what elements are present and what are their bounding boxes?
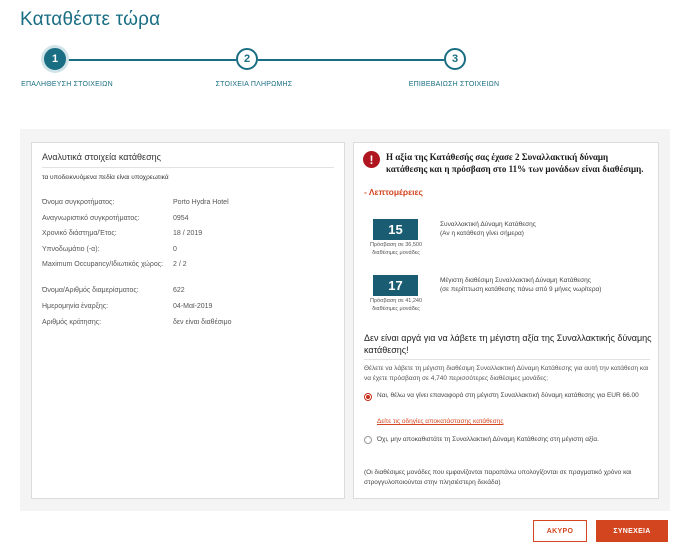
step-1-label: ΕΠΑΛΗΘΕΥΣΗ ΣΤΟΙΧΕΙΩΝ [21,81,113,88]
step-1-indicator [44,48,66,70]
restore-instructions-link[interactable]: Δείτε τις οδηγίες αποκατάστασης κατάθεσης [377,418,504,425]
field-label: Maximum Occupancy/Ιδιωτικός χώρος: [42,261,164,268]
metric-desc-line: Συναλλακτική Δύναμη Κατάθεσης [440,221,536,228]
step-2-label: ΣΤΟΙΧΕΙΑ ΠΛΗΡΩΜΗΣ [215,81,293,88]
field-value: 04-Μαϊ-2019 [173,303,213,310]
field-label: Αριθμός κράτησης: [42,319,102,326]
field-label: Αναγνωριστικό συγκροτήματος: [42,215,140,222]
warning-message: Η αξία της Κατάθεσής σας έχασε 2 Συναλλακτική δύναμη κατάθεσης και η πρόσβαση στο 11% των μονάδων είναι διαθέσιμη. [386,152,644,174]
restore-no-radio[interactable] [364,436,372,444]
field-value: 0954 [173,215,189,222]
restore-headline: Δεν είναι αργά για να λάβετε τη μέγιστη αξία της Συναλλακτικής δύναμης κατάθεσης! [364,333,652,355]
restore-yes-radio[interactable] [364,393,372,401]
field-value: δεν είναι διαθέσιμο [173,319,232,326]
step-2-indicator [236,48,258,70]
step-1-number: 1 [51,53,59,65]
field-label: Χρονικό διάστημα/Έτος: [42,230,117,237]
field-value: 622 [173,287,185,294]
field-value: 18 / 2019 [173,230,203,237]
step-connector [66,59,236,61]
deposit-details-title: Αναλυτικά στοιχεία κατάθεσης [42,152,161,162]
field-label: Υπνοδωμάτιο (-α): [42,246,100,253]
metric-desc-line: Μέγιστη διαθέσιμη Συναλλακτική Δύναμη Κατάθεσης [440,277,591,284]
step-3-label: ΕΠΙΒΕΒΑΙΩΣΗ ΣΤΟΙΧΕΙΩΝ [408,81,500,88]
current-trading-power-badge: 15 [373,219,418,240]
exclamation-icon: ! [363,151,380,168]
max-units-caption: Πρόσβαση σε 41,240 διαθέσιμες μονάδες [369,298,423,312]
max-trading-power-desc [440,276,650,294]
step-3-indicator [444,48,466,70]
field-label: Ημερομηνία έναρξης: [42,303,109,310]
current-units-caption: Πρόσβαση σε 36,500 διαθέσιμες μονάδες [369,242,423,256]
deposit-details-panel [31,142,345,499]
required-fields-note: τα υποδεικνυόμενα πεδία είναι υποχρεωτικά [42,174,169,181]
details-link[interactable]: - Λεπτομέρειες [364,187,423,197]
current-trading-power-desc [440,220,650,238]
field-label: Όνομα συγκροτήματος: [42,199,115,206]
restore-yes-label[interactable]: Ναι, θέλω να γίνει επαναφορά στη μέγιστη Συναλλακτική δύναμη κατάθεσης για EUR 66.00 [377,392,639,399]
progress-stepper [0,44,690,94]
units-footnote: (Οι διαθέσιμες μονάδες που εμφανίζονται παραπάνω υπολογίζονται σε πραγματικό χρόνο και στρογγυλοποιούνται στην πλησιέστερη δεκάδα) [364,469,632,486]
trading-power-panel [353,142,659,499]
max-trading-power-badge: 17 [373,275,418,296]
metric-desc-line: (σε περίπτωση κατάθεσης πάνω από 9 μήνες νωρίτερα) [440,286,602,293]
field-value: 0 [173,246,177,253]
metric-desc-line: (Αν η κατάθεση γίνει σήμερα) [440,230,524,237]
cancel-button[interactable]: ΑΚΥΡΟ [533,520,587,542]
field-value: 2 / 2 [173,261,187,268]
step-3-number: 3 [451,53,459,65]
divider [364,359,650,360]
field-label: Όνομα/Αριθμός διαμερίσματος: [42,287,139,294]
continue-button[interactable]: ΣΥΝΕΧΕΙΑ [596,520,668,542]
divider [42,167,334,168]
restore-no-label[interactable]: Όχι, μην αποκαθιστάτε τη Συναλλακτική Δύναμη Κατάθεσης στη μέγιστη αξία. [377,436,599,443]
step-connector [258,59,444,61]
page-title: Καταθέστε τώρα [20,9,161,30]
step-2-number: 2 [243,53,251,65]
field-value: Porto Hydra Hotel [173,199,229,206]
restore-question: Θέλετε να λάβετε τη μέγιστη διαθέσιμη Συναλλακτική Δύναμη Κατάθεσης για αυτή την κατάθεση και να έχετε πρόσβαση σε 4,740 περισσότερες διαθέσιμες μονάδες; [364,365,649,382]
